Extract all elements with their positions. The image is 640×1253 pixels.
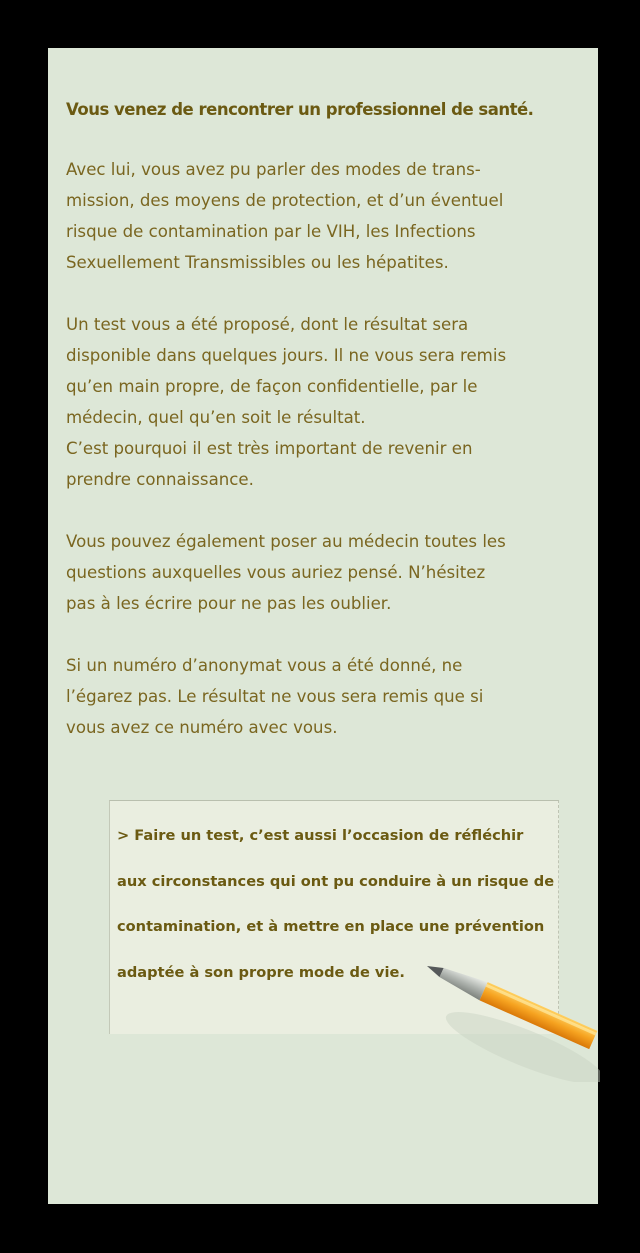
paragraph-line: médecin, quel qu’en soit le résultat. bbox=[66, 408, 366, 427]
paragraph-line: Sexuellement Transmissibles ou les hépatites. bbox=[66, 253, 449, 272]
paragraph bbox=[66, 650, 558, 743]
tip-line: adaptée à son propre mode de vie. bbox=[117, 963, 405, 981]
paragraph bbox=[66, 154, 558, 278]
tip-line: contamination, et à mettre en place une prévention bbox=[117, 918, 545, 935]
tip-line: > Faire un test, c’est aussi l’occasion de réfléchir bbox=[117, 827, 524, 844]
page-heading: Vous venez de rencontrer un professionnel de santé. bbox=[66, 100, 534, 119]
paragraph-line: Vous pouvez également poser au médecin toutes les bbox=[66, 532, 506, 551]
tip-line: aux circonstances qui ont pu conduire à un risque de bbox=[117, 872, 555, 890]
paragraph-line: risque de contamination par le VIH, les Infections bbox=[66, 222, 476, 241]
paragraph-line: Avec lui, vous avez pu parler des modes de trans- bbox=[66, 160, 481, 179]
paragraph-line: qu’en main propre, de façon confidentielle, par le bbox=[66, 377, 478, 396]
paragraph-line: Un test vous a été proposé, dont le résultat sera bbox=[66, 315, 469, 334]
paragraph-line: disponible dans quelques jours. Il ne vous sera remis bbox=[66, 346, 507, 365]
pencil-icon bbox=[405, 952, 600, 1082]
paragraph-line: questions auxquelles vous auriez pensé. N’hésitez bbox=[66, 563, 486, 582]
paragraphs bbox=[66, 154, 558, 743]
paragraph-line: mission, des moyens de protection, et d’un éventuel bbox=[66, 191, 504, 210]
paragraph-line: vous avez ce numéro avec vous. bbox=[66, 718, 338, 737]
paragraph-line: pas à les écrire pour ne pas les oublier. bbox=[66, 594, 392, 613]
paragraph-line: l’égarez pas. Le résultat ne vous sera remis que si bbox=[66, 687, 484, 706]
paragraph-line: C’est pourquoi il est très important de revenir en bbox=[66, 439, 473, 458]
main-content bbox=[66, 96, 558, 774]
paragraph bbox=[66, 309, 558, 495]
paragraph-line: Si un numéro d’anonymat vous a été donné, ne bbox=[66, 656, 463, 675]
paragraph-line: prendre connaissance. bbox=[66, 470, 254, 489]
paragraph bbox=[66, 526, 558, 619]
